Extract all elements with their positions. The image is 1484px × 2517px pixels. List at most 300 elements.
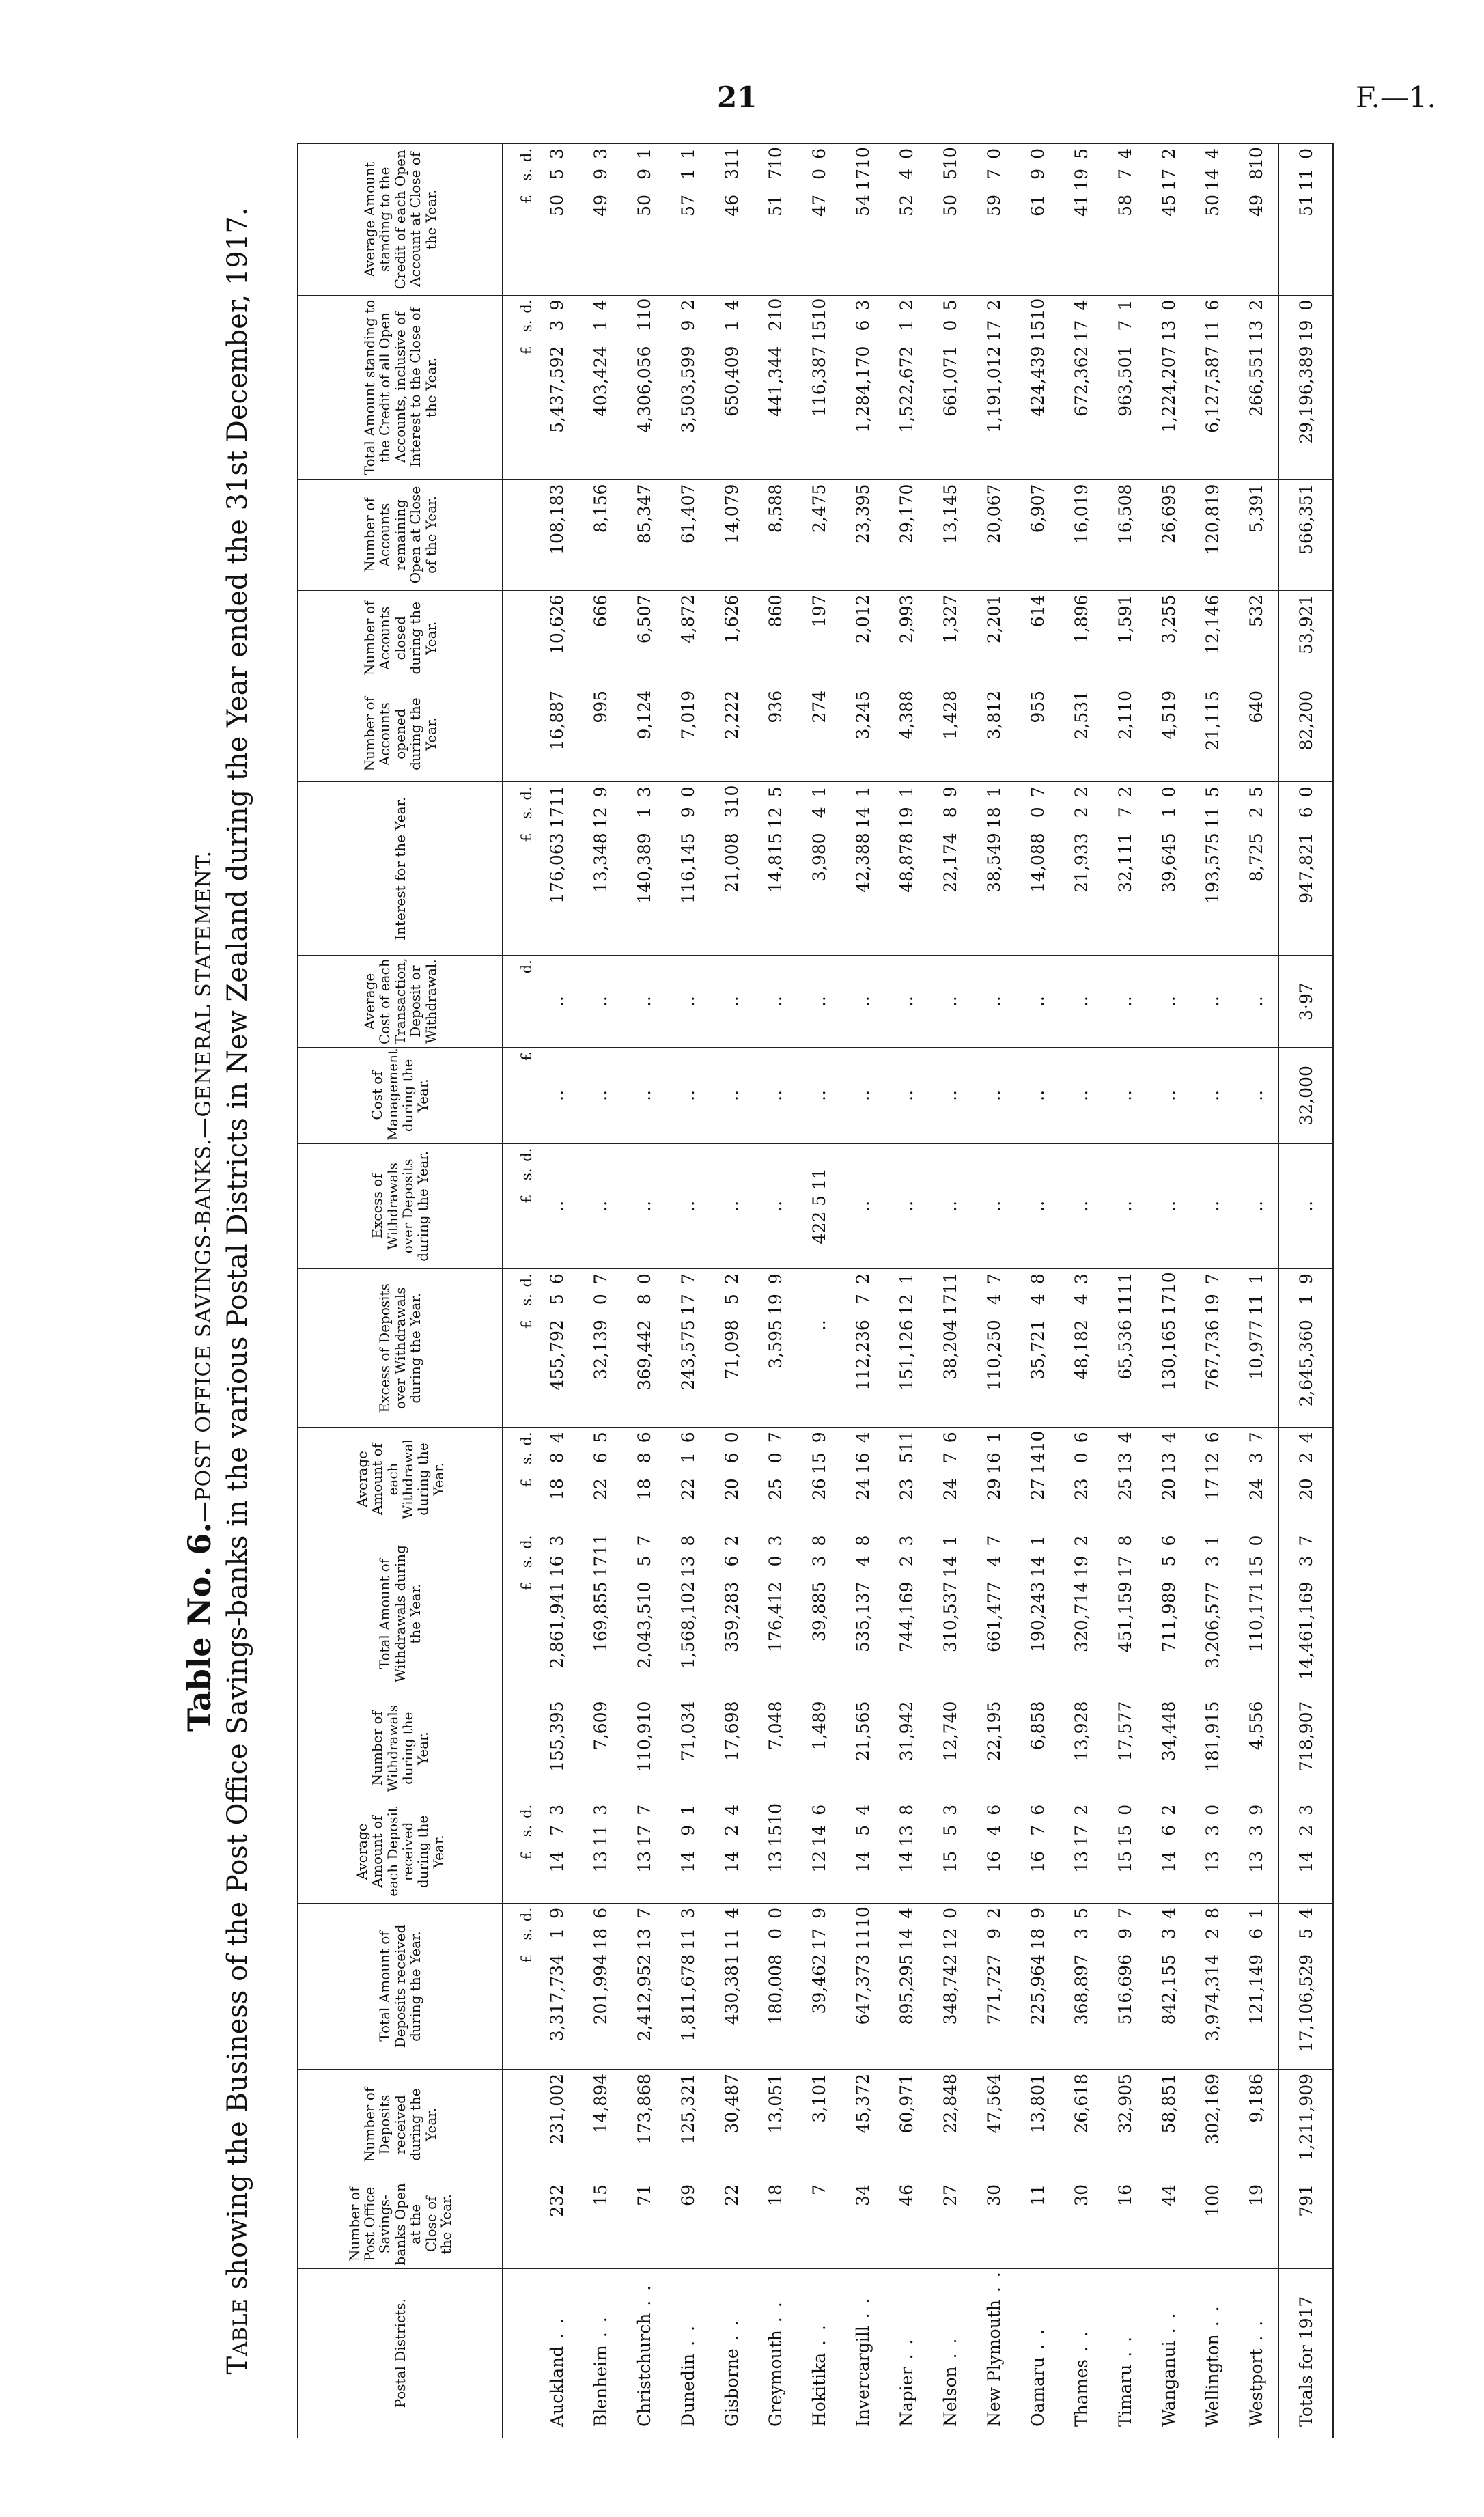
total-credit-cell-pence: 4 (1071, 299, 1091, 311)
total-withdrawals-cell (1147, 1531, 1190, 1697)
excess-deposits-cell-pence: 7 (983, 1273, 1004, 1285)
avg-credit-cell-pounds: 50 (1202, 195, 1222, 217)
excess-withdrawals-cell: .. (622, 1143, 666, 1269)
interest-cell-pounds: 14,088 (1027, 833, 1048, 893)
excess-deposits-cell-pounds: 71,098 (721, 1320, 742, 1380)
interest-cell-shillings: 7 (1115, 807, 1135, 818)
avg-credit-cell-pounds: 51 (765, 195, 785, 217)
avg-credit-cell-pounds: 50 (940, 195, 960, 217)
avg-withdrawal-cell (666, 1428, 710, 1531)
total-withdrawals-cell-pence: 2 (721, 1535, 742, 1546)
avg-withdrawal-cell-pence: 9 (809, 1432, 829, 1443)
avg-deposit-cell-pounds: 16 (983, 1850, 1004, 1873)
total-credit-cell (535, 295, 578, 479)
interest-cell-pounds: 116,145 (677, 833, 698, 904)
total-deposits-cell-pounds: 842,155 (1158, 1954, 1179, 2025)
rotated-table-page (181, 143, 1316, 2438)
cost-management-cell: .. (1234, 1048, 1278, 1143)
table-row (753, 144, 797, 2438)
avg-withdrawal-cell-shillings: 13 (1158, 1452, 1179, 1475)
total-deposits-cell (1016, 1904, 1059, 2070)
avg-withdrawal-cell-shillings: 13 (1115, 1452, 1135, 1475)
avg-deposit-cell-shillings: 3 (1246, 1824, 1266, 1836)
accounts-opened-cell: 1,428 (928, 686, 972, 781)
banks-open-cell: 19 (1234, 2180, 1278, 2269)
total-withdrawals-cell-pence: 7 (634, 1535, 654, 1546)
total-withdrawals-cell-pence: 6 (1158, 1535, 1179, 1546)
interest-cell-shillings: 12 (590, 807, 611, 829)
avg-credit-cell (710, 144, 753, 296)
total-credit-cell-shillings: 3 (546, 320, 567, 331)
accounts-closed-cell: 6,507 (622, 590, 666, 686)
excess-deposits-cell (797, 1269, 841, 1428)
total-withdrawals-cell-pounds: 711,989 (1158, 1581, 1179, 1652)
avg-credit-cell (535, 144, 578, 296)
page-number: 21 (717, 81, 757, 114)
num-withdrawals-cell: 34,448 (1147, 1697, 1190, 1800)
avg-deposit-cell-pounds: 12 (809, 1850, 829, 1873)
avg-deposit-cell-pence: 3 (590, 1804, 611, 1816)
table-row (1190, 144, 1234, 2438)
total-credit-cell-pounds: 403,424 (590, 346, 611, 417)
cost-management-cell: .. (578, 1048, 622, 1143)
interest-cell-shillings: 1 (1158, 807, 1179, 818)
avg-credit-cell-pence: 5 (1071, 148, 1091, 159)
interest-cell-pounds: 39,645 (1158, 833, 1179, 893)
total-credit-cell-shillings: 15 (809, 320, 829, 342)
accounts-closed-cell: 12,146 (1190, 590, 1234, 686)
unit-shilling: s. (518, 1555, 535, 1568)
total-credit-cell (1147, 295, 1190, 479)
avg-deposit-cell-shillings: 7 (1027, 1824, 1048, 1836)
avg-withdrawal-cell (710, 1428, 753, 1531)
district-name: Greymouth . . (753, 2268, 797, 2438)
total-credit-cell (1059, 295, 1103, 479)
total-withdrawals-cell-pounds: 169,855 (590, 1581, 611, 1652)
total-withdrawals-cell-pence: 8 (677, 1535, 698, 1546)
excess-deposits-cell (1103, 1269, 1147, 1428)
interest-cell-pounds: 947,821 (1296, 833, 1316, 904)
interest-cell-pence: 5 (1246, 786, 1266, 798)
total-withdrawals-cell-pounds: 320,714 (1071, 1581, 1091, 1652)
cost-management-cell: .. (710, 1048, 753, 1143)
accounts-remaining-cell: 8,588 (753, 479, 797, 590)
excess-deposits-cell-pence: 3 (1071, 1273, 1091, 1285)
interest-cell (1147, 782, 1190, 956)
total-withdrawals-cell-pence: 1 (1027, 1535, 1048, 1546)
avg-deposit-cell-pence: 9 (1246, 1804, 1266, 1816)
total-credit-cell-shillings: 2 (765, 320, 785, 331)
total-deposits-cell-shillings: 17 (809, 1928, 829, 1950)
avg-deposit-cell-shillings: 3 (1202, 1824, 1222, 1836)
interest-cell-shillings: 9 (677, 807, 698, 818)
interest-cell-shillings: 8 (940, 807, 960, 818)
excess-deposits-cell-pence: 2 (721, 1273, 742, 1285)
avg-credit-cell-shillings: 0 (809, 169, 829, 180)
unit-shilling: s. (518, 1928, 535, 1941)
num-deposits-cell: 47,564 (972, 2070, 1016, 2180)
num-deposits-cell: 26,618 (1059, 2070, 1103, 2180)
page-header (0, 81, 1484, 122)
cost-management-cell: .. (1147, 1048, 1190, 1143)
total-withdrawals-cell-shillings: 14 (940, 1555, 960, 1578)
total-credit-cell (972, 295, 1016, 479)
avg-deposit-cell-pence: 4 (852, 1804, 873, 1816)
total-withdrawals-cell-pounds: 3,206,577 (1202, 1581, 1222, 1669)
unit-pound: £ (518, 833, 535, 842)
excess-withdrawals-cell: .. (535, 1143, 578, 1269)
accounts-closed-cell: 197 (797, 590, 841, 686)
header-num-withdrawals: Number of Withdrawals during the Year. (298, 1697, 503, 1800)
total-withdrawals-cell (1016, 1531, 1059, 1697)
accounts-closed-cell: 860 (753, 590, 797, 686)
banks-open-cell: 18 (753, 2180, 797, 2269)
avg-cost-cell: .. (1059, 956, 1103, 1048)
total-withdrawals-cell-pence: 8 (852, 1535, 873, 1546)
total-deposits-cell-pence: 3 (677, 1908, 698, 1919)
table-row (1016, 144, 1059, 2438)
avg-credit-cell (797, 144, 841, 296)
excess-deposits-cell-pence: 2 (852, 1273, 873, 1285)
total-deposits-cell-pence: 0 (940, 1908, 960, 1919)
avg-deposit-cell-pounds: 14 (896, 1850, 916, 1873)
interest-cell (710, 782, 753, 956)
avg-credit-cell-shillings: 7 (1115, 169, 1135, 180)
excess-deposits-cell-shillings: 17 (677, 1294, 698, 1316)
avg-withdrawal-cell-pence: 4 (546, 1432, 567, 1443)
avg-credit-cell-pounds: 50 (634, 195, 654, 217)
accounts-closed-cell: 1,896 (1059, 590, 1103, 686)
avg-credit-cell-pounds: 49 (590, 195, 611, 217)
district-name: Oamaru . . (1016, 2268, 1059, 2438)
excess-deposits-cell-pounds: 369,442 (634, 1320, 654, 1391)
avg-withdrawal-cell-pounds: 29 (983, 1478, 1004, 1501)
total-withdrawals-cell-shillings: 4 (983, 1555, 1004, 1567)
excess-deposits-cell-pence: 9 (765, 1273, 785, 1285)
district-name: Auckland . . (535, 2268, 578, 2438)
accounts-opened-cell: 7,019 (666, 686, 710, 781)
avg-deposit-cell (1190, 1800, 1234, 1903)
avg-credit-cell-shillings: 11 (1296, 169, 1316, 191)
avg-credit-cell-pounds: 45 (1158, 195, 1179, 217)
avg-deposit-cell-pounds: 14 (721, 1850, 742, 1873)
avg-credit-cell-pounds: 54 (852, 195, 873, 217)
banks-open-cell: 69 (666, 2180, 710, 2269)
unit-shilling: s. (518, 1824, 535, 1837)
total-withdrawals-cell-pence: 3 (896, 1535, 916, 1546)
interest-cell-pounds: 48,878 (896, 833, 916, 893)
excess-deposits-cell-pounds: 110,250 (983, 1320, 1004, 1391)
district-name: Dunedin . . (666, 2268, 710, 2438)
total-withdrawals-cell-pounds: 14,461,169 (1296, 1581, 1316, 1680)
total-withdrawals-cell-pounds: 190,243 (1027, 1581, 1048, 1652)
avg-credit-cell-pounds: 41 (1071, 195, 1091, 217)
num-deposits-cell: 173,868 (622, 2070, 666, 2180)
total-withdrawals-cell-pence: 7 (1296, 1535, 1316, 1546)
interest-cell-shillings: 3 (721, 807, 742, 818)
interest-cell-pence: 0 (677, 786, 698, 798)
header-num-deposits: Number of Deposits received during the Year. (298, 2070, 503, 2180)
avg-credit-cell (578, 144, 622, 296)
excess-deposits-cell-pence: 8 (1027, 1273, 1048, 1285)
header-cost-management: Cost of Management during the Year. (298, 1048, 503, 1143)
accounts-remaining-cell: 61,407 (666, 479, 710, 590)
avg-withdrawal-cell-pounds: 22 (677, 1478, 698, 1501)
total-credit-cell-shillings: 13 (1158, 320, 1179, 342)
num-deposits-cell: 302,169 (1190, 2070, 1234, 2180)
excess-deposits-cell (841, 1269, 884, 1428)
avg-credit-cell-pounds: 61 (1027, 195, 1048, 217)
interest-cell-pounds: 32,111 (1115, 833, 1135, 893)
avg-deposit-cell (928, 1800, 972, 1903)
avg-deposit-cell (1147, 1800, 1190, 1903)
avg-withdrawal-cell-shillings: 8 (546, 1452, 567, 1464)
avg-withdrawal-cell-pence: 4 (1115, 1432, 1135, 1443)
interest-cell-pence: 0 (1158, 786, 1179, 798)
table-title-block (181, 143, 283, 2438)
total-credit-cell-pence: 10 (1027, 298, 1048, 320)
total-credit-cell (797, 295, 841, 479)
total-withdrawals-cell-shillings: 19 (1071, 1555, 1091, 1578)
table-row (1059, 144, 1103, 2438)
total-credit-cell-pounds: 963,501 (1115, 346, 1135, 417)
district-name: Blenheim . . (578, 2268, 622, 2438)
accounts-opened-cell: 82,200 (1278, 686, 1333, 781)
accounts-opened-cell: 274 (797, 686, 841, 781)
avg-cost-cell: 3·97 (1278, 956, 1333, 1048)
total-withdrawals-cell-shillings: 3 (1202, 1555, 1222, 1567)
excess-deposits-cell-pence: 6 (546, 1273, 567, 1285)
excess-deposits-cell-pence: 7 (677, 1273, 698, 1285)
avg-deposit-cell-pence: 7 (634, 1804, 654, 1816)
avg-withdrawal-cell (1234, 1428, 1278, 1531)
avg-withdrawal-cell-pounds: 25 (765, 1478, 785, 1501)
avg-cost-cell: .. (753, 956, 797, 1048)
avg-withdrawal-cell-pounds: 17 (1202, 1478, 1222, 1501)
cost-management-cell: .. (797, 1048, 841, 1143)
total-deposits-cell-pence: 0 (765, 1908, 785, 1919)
num-deposits-cell: 3,101 (797, 2070, 841, 2180)
excess-withdrawals-cell: .. (841, 1143, 884, 1269)
total-withdrawals-cell (928, 1531, 972, 1697)
avg-withdrawal-cell-pounds: 20 (1158, 1478, 1179, 1501)
avg-withdrawal-cell-pounds: 23 (1071, 1478, 1091, 1501)
table-row (666, 144, 710, 2438)
avg-withdrawal-cell (622, 1428, 666, 1531)
avg-withdrawal-cell-pounds: 26 (809, 1478, 829, 1501)
total-credit-cell-pounds: 1,224,207 (1158, 346, 1179, 433)
header-excess-withdrawals: Excess of Withdrawals over Deposits during the Year. (298, 1143, 503, 1269)
total-credit-cell-pence: 3 (852, 299, 873, 311)
interest-cell-pounds: 38,549 (983, 833, 1004, 893)
total-credit-cell (578, 295, 622, 479)
unit-pence: d. (518, 1273, 535, 1288)
avg-cost-cell: .. (710, 956, 753, 1048)
avg-deposit-cell-pounds: 14 (852, 1850, 873, 1873)
total-deposits-cell-shillings: 11 (677, 1928, 698, 1950)
num-withdrawals-cell: 6,858 (1016, 1697, 1059, 1800)
excess-withdrawals-cell: .. (1278, 1143, 1333, 1269)
total-deposits-cell-pence: 8 (1202, 1908, 1222, 1919)
avg-credit-cell-pence: 10 (765, 147, 785, 169)
avg-withdrawal-cell-pounds: 23 (896, 1478, 916, 1501)
excess-deposits-cell-pounds: .. (809, 1320, 829, 1331)
excess-deposits-cell (1278, 1269, 1333, 1428)
accounts-closed-cell: 666 (578, 590, 622, 686)
excess-deposits-cell (535, 1269, 578, 1428)
total-deposits-cell-shillings: 3 (1071, 1928, 1091, 1939)
avg-credit-cell-shillings: 17 (1158, 169, 1179, 191)
avg-credit-cell-pounds: 57 (677, 195, 698, 217)
total-credit-cell-shillings: 7 (1115, 320, 1135, 331)
avg-withdrawal-cell (972, 1428, 1016, 1531)
total-credit-cell-shillings: 0 (940, 320, 960, 331)
excess-deposits-cell (928, 1269, 972, 1428)
total-withdrawals-cell-shillings: 15 (1246, 1555, 1266, 1578)
num-withdrawals-cell: 718,907 (1278, 1697, 1333, 1800)
num-deposits-cell: 9,186 (1234, 2070, 1278, 2180)
total-credit-cell-pounds: 4,306,056 (634, 346, 654, 433)
excess-deposits-cell-pence: 7 (590, 1273, 611, 1285)
interest-cell-pence: 11 (546, 785, 567, 807)
banks-open-cell: 46 (884, 2180, 928, 2269)
excess-deposits-cell-shillings: 4 (1071, 1294, 1091, 1305)
total-deposits-cell (753, 1904, 797, 2070)
total-withdrawals-cell-shillings: 2 (896, 1555, 916, 1567)
district-name: Wanganui . . (1147, 2268, 1190, 2438)
header-total-deposits: Total Amount of Deposits received during the Year. (298, 1904, 503, 2070)
excess-deposits-cell-shillings: 7 (852, 1294, 873, 1305)
interest-cell-shillings: 11 (1202, 807, 1222, 829)
district-name: Thames . . (1059, 2268, 1103, 2438)
avg-deposit-cell-pounds: 14 (1158, 1850, 1179, 1873)
total-deposits-cell-shillings: 14 (896, 1928, 916, 1950)
cost-management-cell: 32,000 (1278, 1048, 1333, 1143)
table-row (622, 144, 666, 2438)
district-name: Invercargill . . (841, 2268, 884, 2438)
interest-cell (666, 782, 710, 956)
avg-credit-cell-pence: 10 (940, 147, 960, 169)
avg-withdrawal-cell-shillings: 0 (765, 1452, 785, 1464)
avg-deposit-cell-pence: 0 (1115, 1804, 1135, 1816)
interest-cell-pounds: 42,388 (852, 833, 873, 893)
total-withdrawals-cell (1278, 1531, 1333, 1697)
interest-cell-pence: 1 (809, 786, 829, 798)
total-credit-cell (841, 295, 884, 479)
total-withdrawals-cell-pence: 3 (765, 1535, 785, 1546)
unit-pence: d. (518, 148, 535, 163)
avg-deposit-cell-shillings: 14 (809, 1824, 829, 1847)
avg-withdrawal-cell-pence: 0 (721, 1432, 742, 1443)
avg-withdrawal-cell-pounds: 25 (1115, 1478, 1135, 1501)
avg-withdrawal-cell-shillings: 6 (721, 1452, 742, 1464)
excess-deposits-cell-shillings: 4 (983, 1294, 1004, 1305)
avg-deposit-cell (666, 1800, 710, 1903)
excess-deposits-cell-shillings: 19 (1202, 1294, 1222, 1316)
total-withdrawals-cell-pence: 1 (940, 1535, 960, 1546)
avg-withdrawal-cell (884, 1428, 928, 1531)
num-withdrawals-cell: 22,195 (972, 1697, 1016, 1800)
total-deposits-cell-pounds: 201,994 (590, 1954, 611, 2025)
header-row (298, 144, 503, 2438)
avg-credit-cell-shillings: 9 (1027, 169, 1048, 180)
banks-open-cell: 232 (535, 2180, 578, 2269)
avg-cost-cell: .. (535, 956, 578, 1048)
unit-pound: £ (503, 1048, 535, 1143)
total-deposits-cell-pence: 9 (1027, 1908, 1048, 1919)
avg-deposit-cell-shillings: 5 (852, 1824, 873, 1836)
total-deposits-cell (710, 1904, 753, 2070)
cost-management-cell: .. (622, 1048, 666, 1143)
excess-withdrawals-cell: .. (928, 1143, 972, 1269)
avg-withdrawal-cell (1103, 1428, 1147, 1531)
num-withdrawals-cell: 17,577 (1103, 1697, 1147, 1800)
unit-pence: d. (518, 1432, 535, 1446)
num-deposits-cell: 30,487 (710, 2070, 753, 2180)
total-deposits-cell (1103, 1904, 1147, 2070)
avg-deposit-cell-pence: 6 (809, 1804, 829, 1816)
district-name: Timaru . . (1103, 2268, 1147, 2438)
header-district: Postal Districts. (298, 2268, 503, 2438)
total-deposits-cell-pence: 4 (1296, 1908, 1316, 1919)
unit-pound: £ (518, 1478, 535, 1488)
total-deposits-cell-pounds: 2,412,952 (634, 1954, 654, 2042)
total-withdrawals-cell-pounds: 110,171 (1246, 1581, 1266, 1652)
total-credit-cell (622, 295, 666, 479)
total-deposits-cell (1190, 1904, 1234, 2070)
avg-credit-cell (1147, 144, 1190, 296)
total-withdrawals-cell (710, 1531, 753, 1697)
avg-withdrawal-cell-shillings: 8 (634, 1452, 654, 1464)
total-withdrawals-cell (1234, 1531, 1278, 1697)
excess-withdrawals-cell: .. (1234, 1143, 1278, 1269)
total-withdrawals-cell-pounds: 451,159 (1115, 1581, 1135, 1652)
interest-cell (1234, 782, 1278, 956)
cost-management-cell: .. (884, 1048, 928, 1143)
avg-credit-cell-shillings: 14 (1202, 169, 1222, 191)
avg-withdrawal-cell (1147, 1428, 1190, 1531)
avg-credit-cell-shillings: 3 (721, 169, 742, 180)
num-deposits-cell: 125,321 (666, 2070, 710, 2180)
total-deposits-cell-pounds: 121,149 (1246, 1954, 1266, 2025)
banks-open-cell: 22 (710, 2180, 753, 2269)
total-withdrawals-cell-pounds: 744,169 (896, 1581, 916, 1652)
table-row (578, 144, 622, 2438)
total-deposits-cell (622, 1904, 666, 2070)
avg-cost-cell: .. (622, 956, 666, 1048)
total-credit-cell-pounds: 650,409 (721, 346, 742, 417)
interest-cell-pence: 5 (1202, 786, 1222, 798)
excess-deposits-cell-pence: 11 (1115, 1272, 1135, 1294)
avg-deposit-cell-pence: 4 (721, 1804, 742, 1816)
avg-credit-cell-shillings: 9 (590, 169, 611, 180)
avg-credit-cell (1278, 144, 1333, 296)
avg-deposit-cell-pence: 10 (765, 1803, 785, 1825)
total-credit-cell-pounds: 5,437,592 (546, 346, 567, 433)
interest-cell (1016, 782, 1059, 956)
excess-withdrawals-cell: .. (578, 1143, 622, 1269)
avg-credit-cell-pence: 1 (634, 148, 654, 159)
total-credit-cell-pence: 10 (765, 298, 785, 320)
interest-cell-pence: 1 (896, 786, 916, 798)
total-deposits-cell-shillings: 11 (852, 1928, 873, 1950)
avg-deposit-cell-pounds: 13 (1071, 1850, 1091, 1873)
table-row (1147, 144, 1190, 2438)
avg-deposit-cell (753, 1800, 797, 1903)
total-withdrawals-cell-pounds: 1,568,102 (677, 1581, 698, 1669)
avg-credit-cell-pence: 11 (721, 147, 742, 169)
total-withdrawals-cell-shillings: 17 (590, 1555, 611, 1578)
